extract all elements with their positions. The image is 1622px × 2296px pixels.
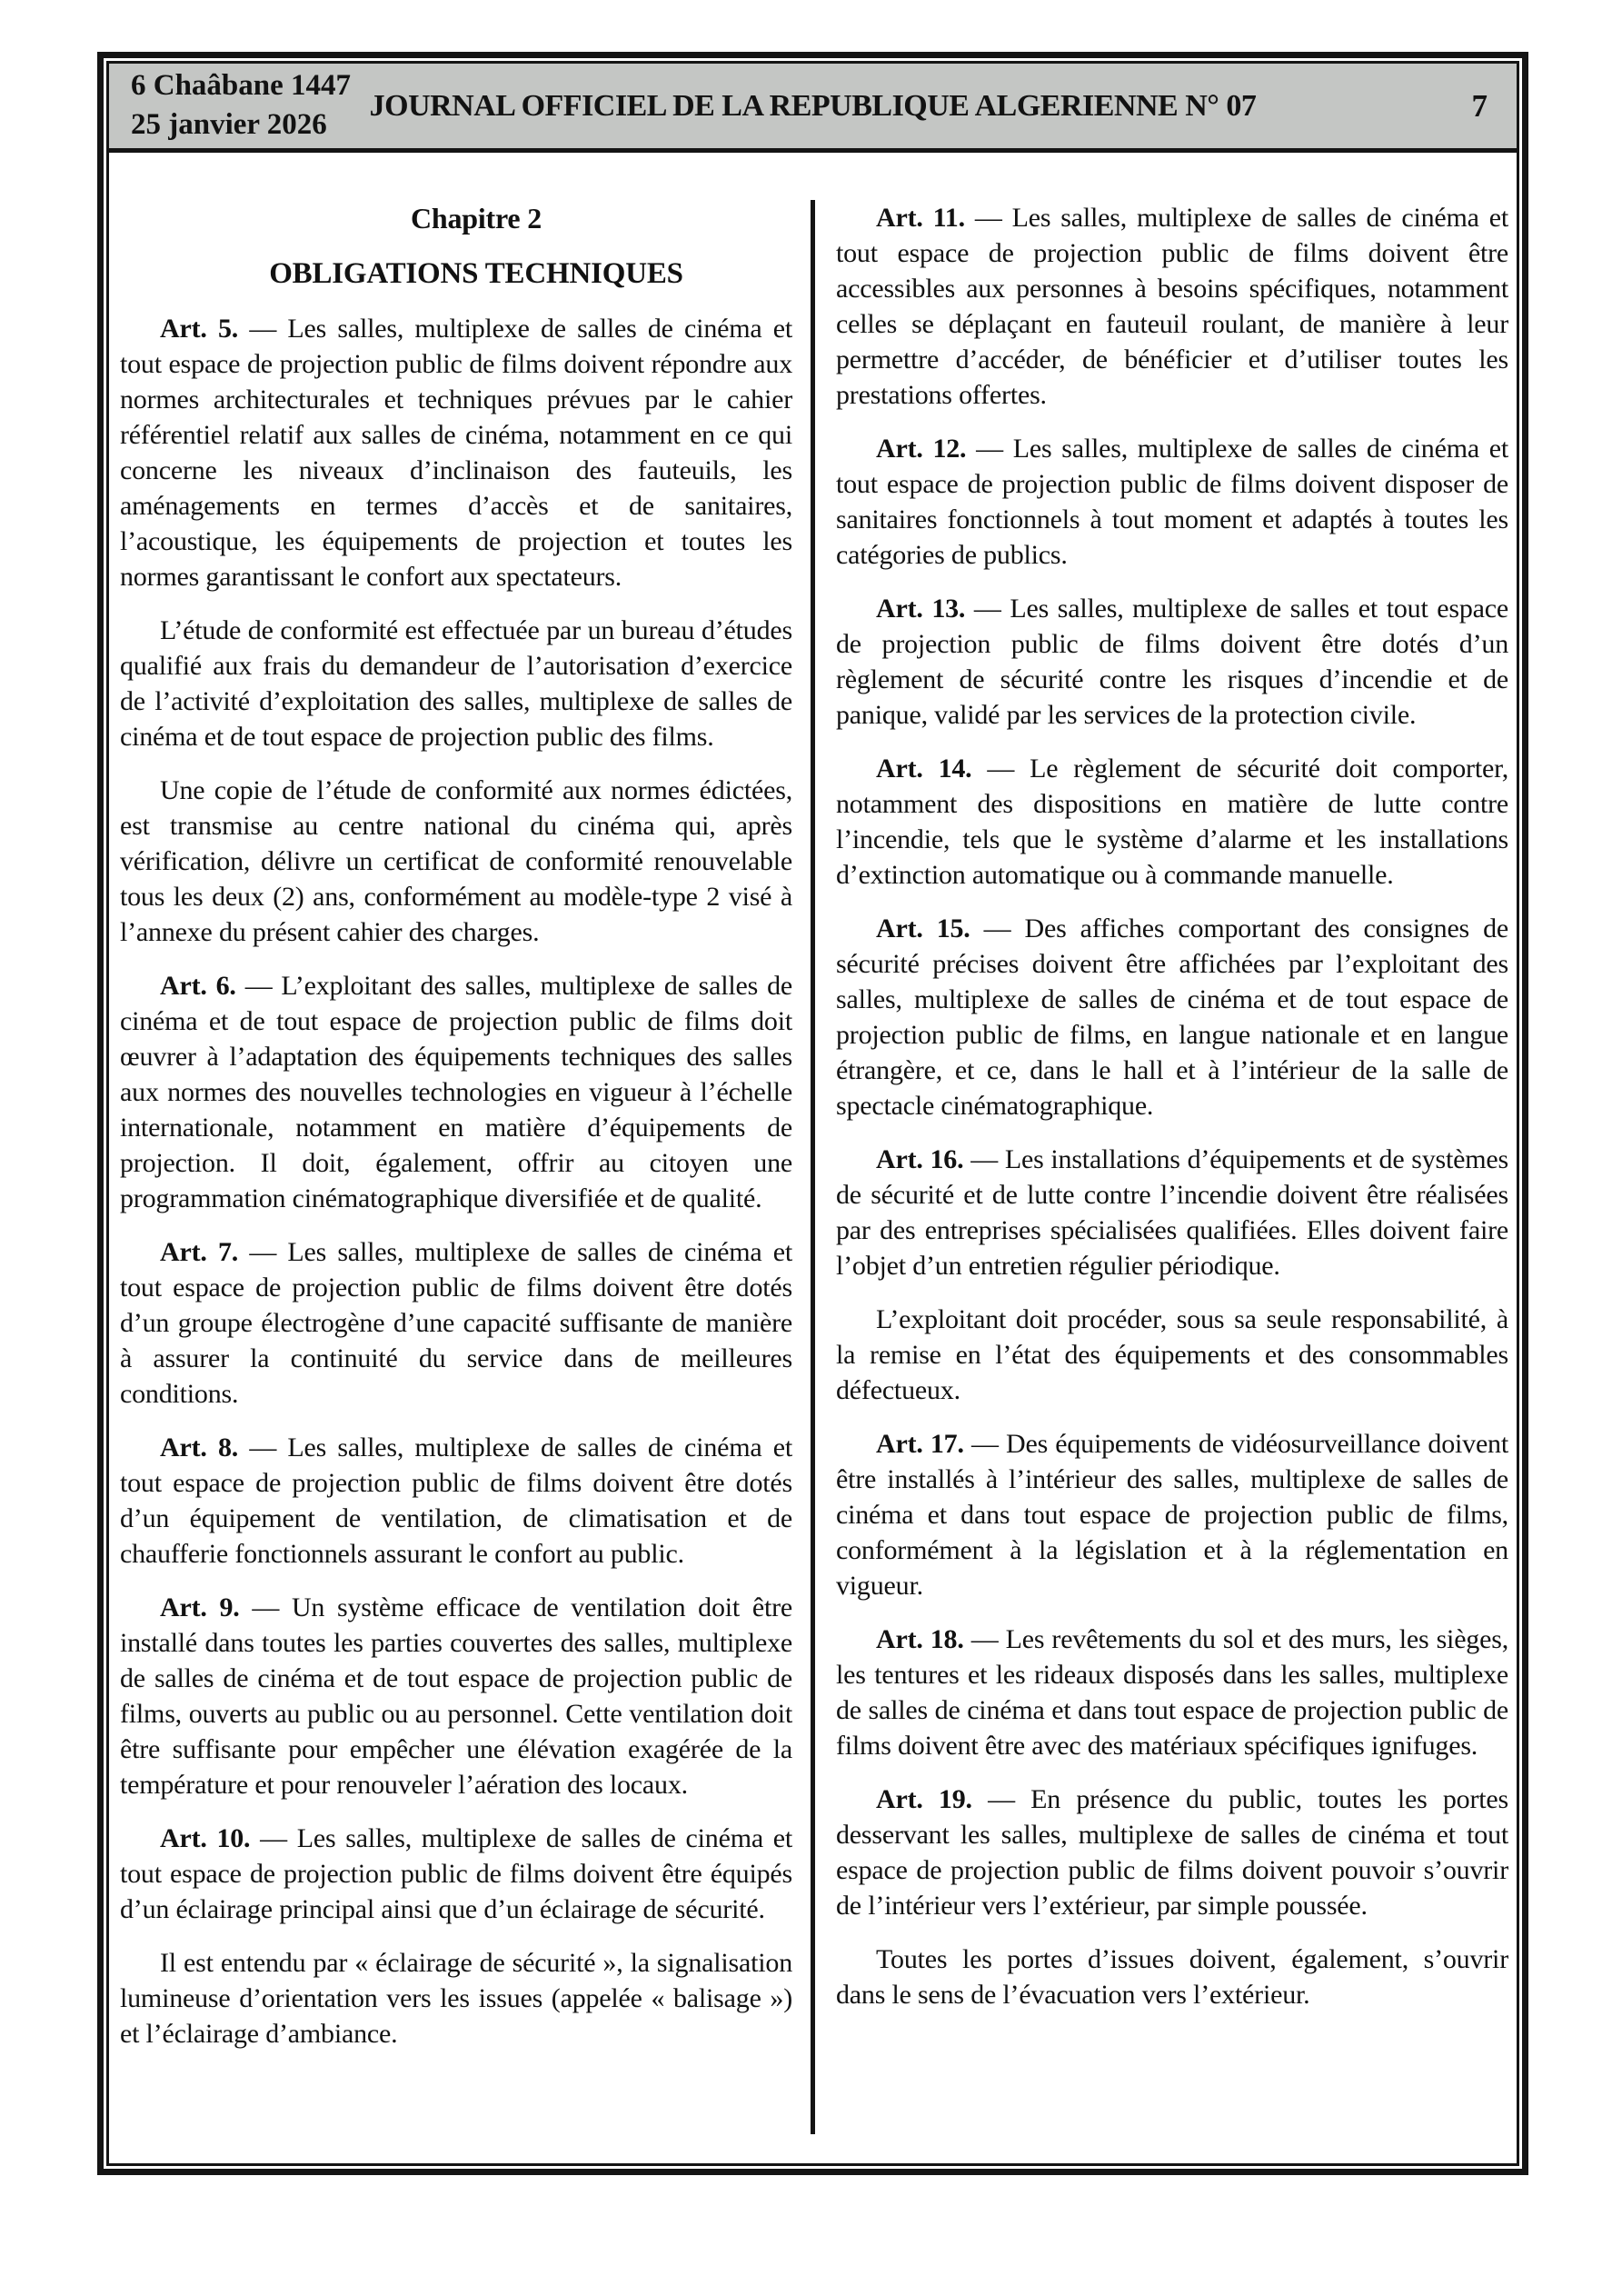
paragraph-text: — Des équipements de vidéosurveillance doivent être installés à l’intérieur des salles, multiplexe de salles de cinéma et dans tout espace de projection public de films, conformément à la législation et à la réglementation en vigueur. — [836, 1429, 1508, 1601]
paragraph-text: — Les salles, multiplexe de salles de cinéma et tout espace de projection public de films doivent être accessibles aux personnes à besoins spécifiques, notamment celles se déplaçant en fauteuil roulant, de manière à leur permettre d’accéder, de bénéficier et d’utiliser toutes les prestations offertes. — [836, 203, 1509, 410]
page-header — [109, 64, 1517, 153]
paragraph — [120, 968, 792, 1216]
paragraph — [836, 431, 1508, 573]
article-label: Art. 6. — [160, 971, 236, 1001]
paragraph — [836, 751, 1508, 893]
article-label: Art. 9. — [160, 1592, 240, 1622]
article-label: Art. 13. — [876, 594, 966, 624]
paragraph-text: Toutes les portes d’issues doivent, également, s’ouvrir dans le sens de l’évacuation vers l’extérieur. — [836, 1944, 1508, 2010]
paragraph-text: — Les salles, multiplexe de salles de cinéma et tout espace de projection public de films doivent disposer de sanitaires fonctionnels à tout moment et adaptés à toutes les catégories de publics. — [836, 434, 1509, 570]
article-label: Art. 19. — [876, 1784, 972, 1814]
article-label: Art. 11. — [876, 203, 965, 233]
article-label: Art. 18. — [876, 1624, 964, 1654]
paragraph — [120, 613, 792, 754]
paragraph — [120, 773, 792, 950]
article-label: Art. 7. — [160, 1237, 239, 1267]
column-divider — [811, 200, 815, 2134]
page-sheet — [97, 52, 1528, 2175]
paragraph — [120, 1821, 792, 1927]
paragraph — [120, 311, 792, 594]
paragraph-text: — Le règlement de sécurité doit comporter, notamment des dispositions en matière de lutte contre l’incendie, tels que le système d’alarme et les installations d’extinction automatique ou à commande manuelle. — [836, 754, 1508, 890]
article-label: Art. 15. — [876, 913, 970, 943]
date-gregorian: 25 janvier 2026 — [131, 108, 327, 141]
paragraph-text: — En présence du public, toutes les portes desservant les salles, multiplexe de salles de cinéma et tout espace de projection public de films doivent pouvoir s’ouvrir de l’intérieur vers l’extérieur, par simple poussée. — [836, 1784, 1508, 1921]
paragraph-text: — Les installations d’équipements et de systèmes de sécurité et de lutte contre l’incendie doivent être réalisées par des entreprises spécialisées qualifiées. Elles doivent faire l’objet d’un entretien régulier périodique. — [836, 1144, 1508, 1281]
paragraph-text: — Les salles, multiplexe de salles de cinéma et tout espace de projection public de films doivent être dotés d’un équipement de ventilation, de climatisation et de chaufferie fonctionnels assurant le confort au public. — [120, 1433, 792, 1569]
chapter-title: OBLIGATIONS TECHNIQUES — [269, 257, 683, 290]
left-column — [120, 200, 792, 2051]
article-label: Art. 16. — [876, 1144, 964, 1174]
article-label: Art. 14. — [876, 754, 972, 784]
paragraph-text: — Des affiches comportant des consignes de sécurité précises doivent être affichées par l’exploitant des salles, multiplexe de salles de cinéma et de tout espace de projection public de films, en langue nationale et en langue étrangère, et ce, dans le hall et à l’intérieur de la salle de spectacle cinématographique. — [836, 913, 1508, 1121]
article-label: Art. 17. — [876, 1429, 964, 1459]
chapter-label: Chapitre 2 — [410, 202, 542, 235]
right-column-paragraphs — [836, 200, 1508, 2012]
article-label: Art. 8. — [160, 1433, 239, 1462]
paragraph-text: — Les salles, multiplexe de salles et tout espace de projection public de films doivent être dotés d’un règlement de sécurité contre les risques d’incendie et de panique, validé par les services de la protection civile. — [836, 594, 1508, 730]
paragraph-text: L’étude de conformité est effectuée par un bureau d’études qualifié aux frais du demandeur de l’autorisation d’exercice de l’activité d’exploitation des salles, multiplexe de salles de cinéma et de tout espace de projection public des films. — [120, 615, 792, 752]
paragraph — [120, 1234, 792, 1412]
paragraph — [120, 1430, 792, 1572]
paragraph — [836, 1302, 1508, 1408]
article-label: Art. 12. — [876, 434, 967, 464]
article-label: Art. 10. — [160, 1823, 251, 1853]
paragraph-text: — Les revêtements du sol et des murs, les sièges, les tentures et les rideaux disposés dans les salles, multiplexe de salles de cinéma et dans tout espace de projection public de films doivent être avec des matériaux spécifiques ignifuges. — [836, 1624, 1508, 1761]
paragraph — [120, 1945, 792, 2051]
paragraph-text: — Les salles, multiplexe de salles de cinéma et tout espace de projection public de films doivent répondre aux normes architecturales et techniques prévues par le cahier référentiel relatif aux salles de cinéma, notamment en ce qui concerne les niveaux d’inclinaison des fauteuils, les aménagements en termes d’accès et de sanitaires, l’acoustique, les équipements de projection et toutes les normes garantissant le confort aux spectateurs. — [120, 314, 792, 592]
paragraph — [836, 200, 1508, 413]
paragraph — [836, 1622, 1508, 1763]
paragraph — [836, 1426, 1508, 1603]
paragraph-text: — L’exploitant des salles, multiplexe de salles de cinéma et de tout espace de projection public de films doit œuvrer à l’adaptation des équipements techniques des salles aux normes des nouvelles technologies en vigueur à l’échelle internationale, notamment en matière d’équipements de projection. Il doit, également, offrir au citoyen une programmation cinématographique diversifiée et de qualité. — [120, 971, 792, 1213]
paragraph-text: Une copie de l’étude de conformité aux normes édictées, est transmise au centre national du cinéma qui, après vérification, délivre un certificat de conformité renouvelable tous les deux (2) ans, conformément au modèle-type 2 visé à l’annexe du présent cahier des charges. — [120, 775, 792, 947]
article-label: Art. 5. — [160, 314, 239, 344]
paragraph-text: — Les salles, multiplexe de salles de cinéma et tout espace de projection public de films doivent être équipés d’un éclairage principal ainsi que d’un éclairage de sécurité. — [120, 1823, 793, 1924]
journal-title: JOURNAL OFFICIEL DE LA REPUBLIQUE ALGERIENNE N° 07 — [369, 88, 1257, 123]
left-column-paragraphs — [120, 311, 792, 2051]
right-column — [836, 200, 1508, 2012]
paragraph — [836, 591, 1508, 733]
paragraph — [836, 1142, 1508, 1283]
paragraph — [836, 911, 1508, 1123]
paragraph-text: L’exploitant doit procéder, sous sa seule responsabilité, à la remise en l’état des équipements et des consommables défectueux. — [836, 1304, 1508, 1405]
paragraph — [836, 1942, 1508, 2012]
page-number: 7 — [1471, 87, 1488, 124]
paragraph — [836, 1782, 1508, 1923]
paragraph-text: Il est entendu par « éclairage de sécurité », la signalisation lumineuse d’orientation vers les issues (appelée « balisage ») et l’éclairage d’ambiance. — [120, 1948, 792, 2049]
page-inner-frame — [106, 61, 1519, 2166]
date-hijri: 6 Chaâbane 1447 — [131, 69, 352, 102]
paragraph — [120, 1590, 792, 1802]
paragraph-text: — Les salles, multiplexe de salles de cinéma et tout espace de projection public de films doivent être dotés d’un groupe électrogène d’une capacité suffisante de manière à assurer la continuité du service dans de meilleures conditions. — [120, 1237, 792, 1409]
paragraph-text: — Un système efficace de ventilation doit être installé dans toutes les parties couvertes des salles, multiplexe de salles de cinéma et de tout espace de projection public de films, ouverts au public ou au personnel. Cette ventilation doit être suffisante pour empêcher une élévation exagérée de la température et pour renouveler l’aération des locaux. — [120, 1592, 792, 1800]
